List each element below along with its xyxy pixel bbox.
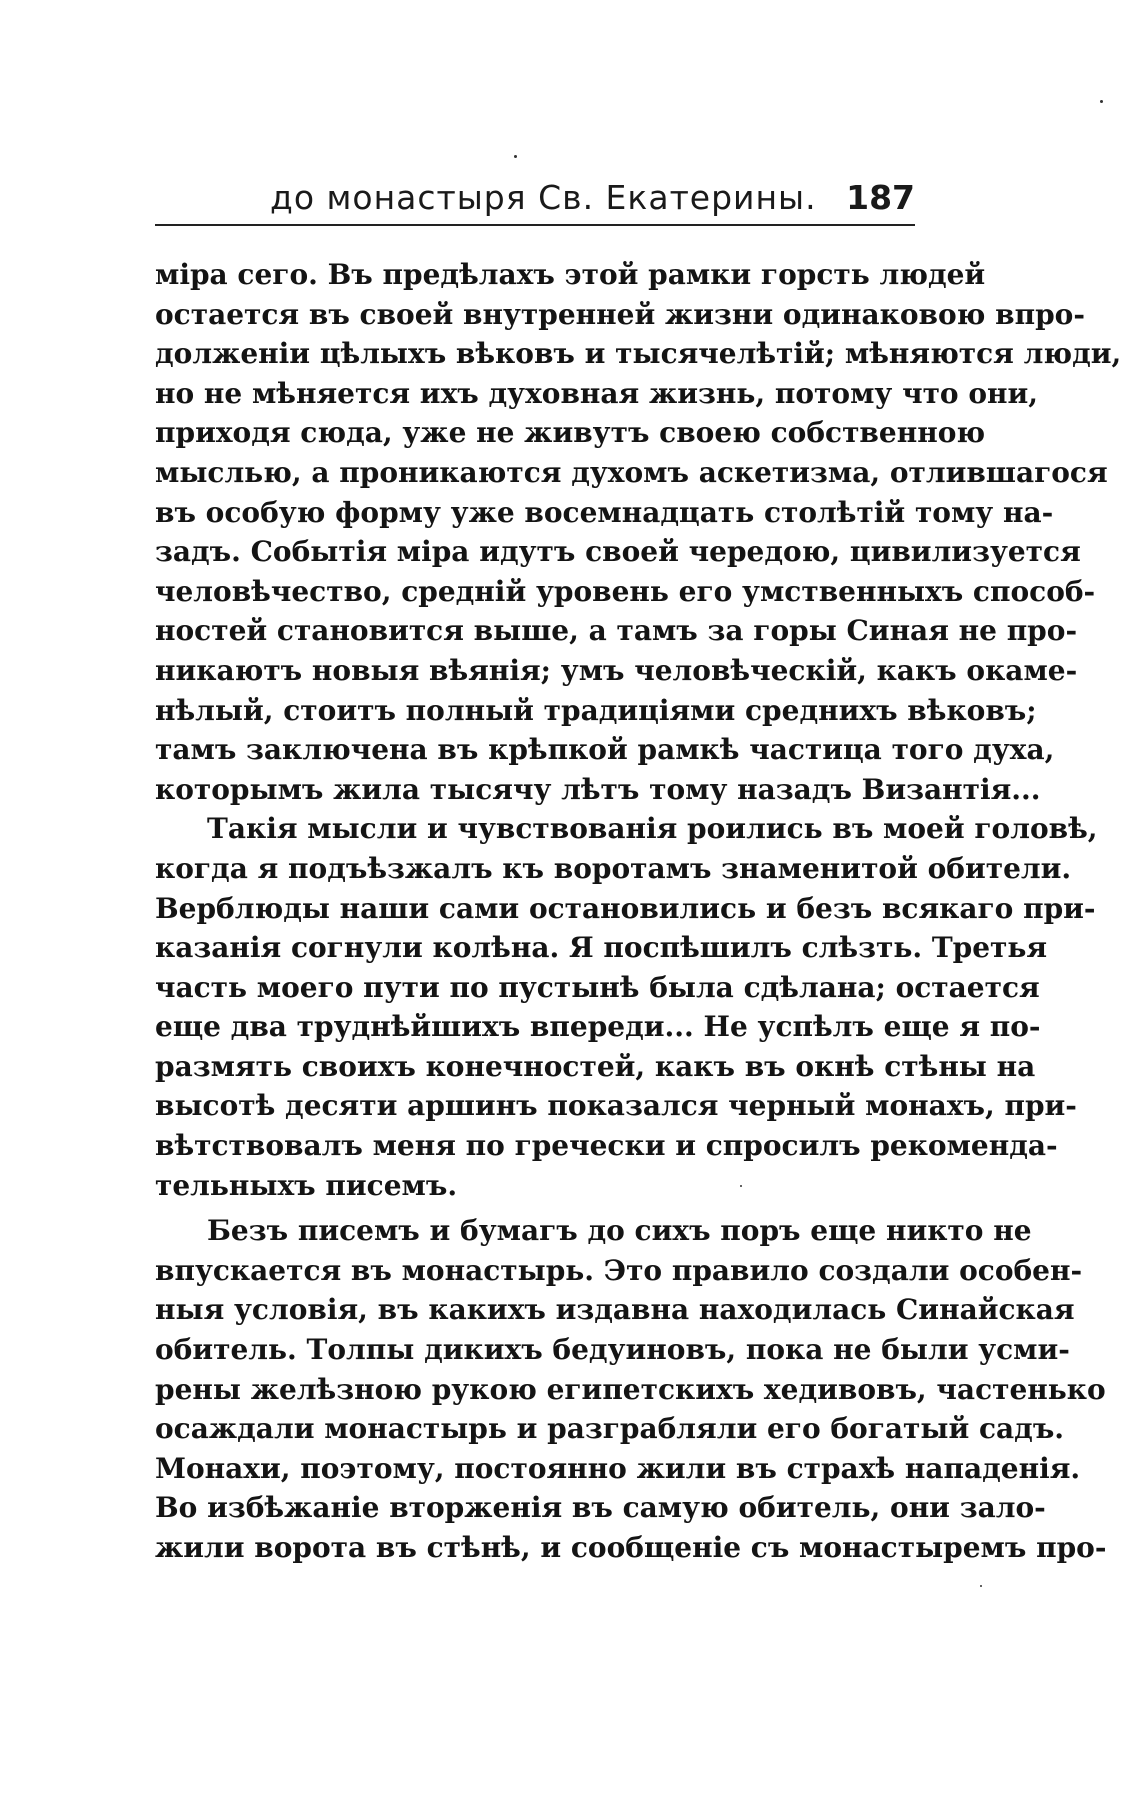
paragraph-start-line: Безъ писемъ и бумагъ до сихъ поръ еще никто не	[207, 1214, 1032, 1248]
text-line: вѣтствовалъ меня по гречески и спросилъ рекомендa-	[155, 1129, 1058, 1163]
page-number: 187	[846, 178, 915, 217]
text-line: часть моего пути по пустынѣ была сдѣлана; остается	[155, 970, 1040, 1004]
text-line: ностей становится выше, а тамъ за горы Синая не про-	[155, 614, 1078, 648]
text-line: размять своихъ конечностей, какъ въ окнѣ стѣны на	[155, 1049, 1036, 1083]
ink-speck	[980, 1585, 982, 1587]
text-line: мыслью, а проникаются духомъ аскетизма, отлившагося	[155, 455, 1108, 489]
text-line: человѣчество, средній уровень его умственныхъ способ-	[155, 574, 1096, 608]
text-line: никаютъ новыя вѣянія; умъ человѣческій, какъ окаме-	[155, 653, 1078, 687]
text-line: міра сего. Въ предѣлахъ этой рамки горсть людей	[155, 258, 986, 291]
ink-speck	[514, 155, 517, 158]
running-header	[155, 178, 915, 226]
body-text	[155, 255, 1122, 1568]
text-line: задъ. Событія міра идутъ своей чередою, цивилизуется	[155, 535, 1081, 569]
text-line: обитель. Толпы дикихъ бедуиновъ, пока не были усми-	[155, 1333, 1070, 1367]
text-line: жили ворота въ стѣнѣ, и сообщеніе съ монастыремъ про-	[155, 1531, 1107, 1564]
text-line: приходя сюда, уже не живутъ своею собственною	[155, 416, 986, 450]
running-title: до монастыря Св. Екатерины.	[270, 178, 817, 217]
text-line: въ особую форму уже восемнадцать столѣтій тому на-	[155, 495, 1054, 529]
text-line: высотѣ десяти аршинъ показался черный монахъ, при-	[155, 1089, 1077, 1123]
text-line: но не мѣняется ихъ духовная жизнь, потому что они,	[155, 376, 1039, 410]
text-line: Верблюды наши сами остановились и безъ всякаго при-	[155, 891, 1096, 925]
text-line: казанія согнули колѣна. Я поспѣшилъ слѣзть. Третья	[155, 931, 1048, 965]
ink-speck	[1100, 100, 1103, 103]
text-line: впускается въ монастырь. Это правило создали особен-	[155, 1253, 1083, 1287]
text-line: ныя условія, въ какихъ издавна находилась Синайская	[155, 1293, 1075, 1327]
text-line: тамъ заключена въ крѣпкой рамкѣ частица того духа,	[155, 733, 1055, 767]
text-line: которымъ жила тысячу лѣтъ тому назадъ Византія...	[155, 772, 1041, 806]
text-line: Во избѣжаніе вторженія въ самую обитель, они зало-	[155, 1491, 1046, 1525]
text-line: нѣлый, стоитъ полный традиціями среднихъ вѣковъ;	[155, 693, 1037, 727]
text-line: рены желѣзною рукою египетскихъ хедивовъ, частенько	[155, 1372, 1106, 1406]
text-line: тельныхъ писемъ.	[155, 1168, 458, 1202]
ink-speck	[740, 1185, 742, 1187]
text-line: когда я подъѣзжалъ къ воротамъ знаменитой обители.	[155, 851, 1072, 885]
text-line: осаждали монастырь и разграбляли его богатый садъ.	[155, 1412, 1065, 1446]
paragraph-start-line: Такія мысли и чувствованія роились въ моей головѣ,	[207, 812, 1098, 846]
text-line: еще два труднѣйшихъ впереди... Не успѣлъ еще я по-	[155, 1010, 1041, 1044]
text-line: Монахи, поэтому, постоянно жили въ страхѣ нападенія.	[155, 1451, 1081, 1485]
text-line: остается въ своей внутренней жизни одинаковою впро-	[155, 297, 1085, 331]
text-line: долженіи цѣлыхъ вѣковъ и тысячелѣтій; мѣняются люди,	[155, 337, 1122, 371]
